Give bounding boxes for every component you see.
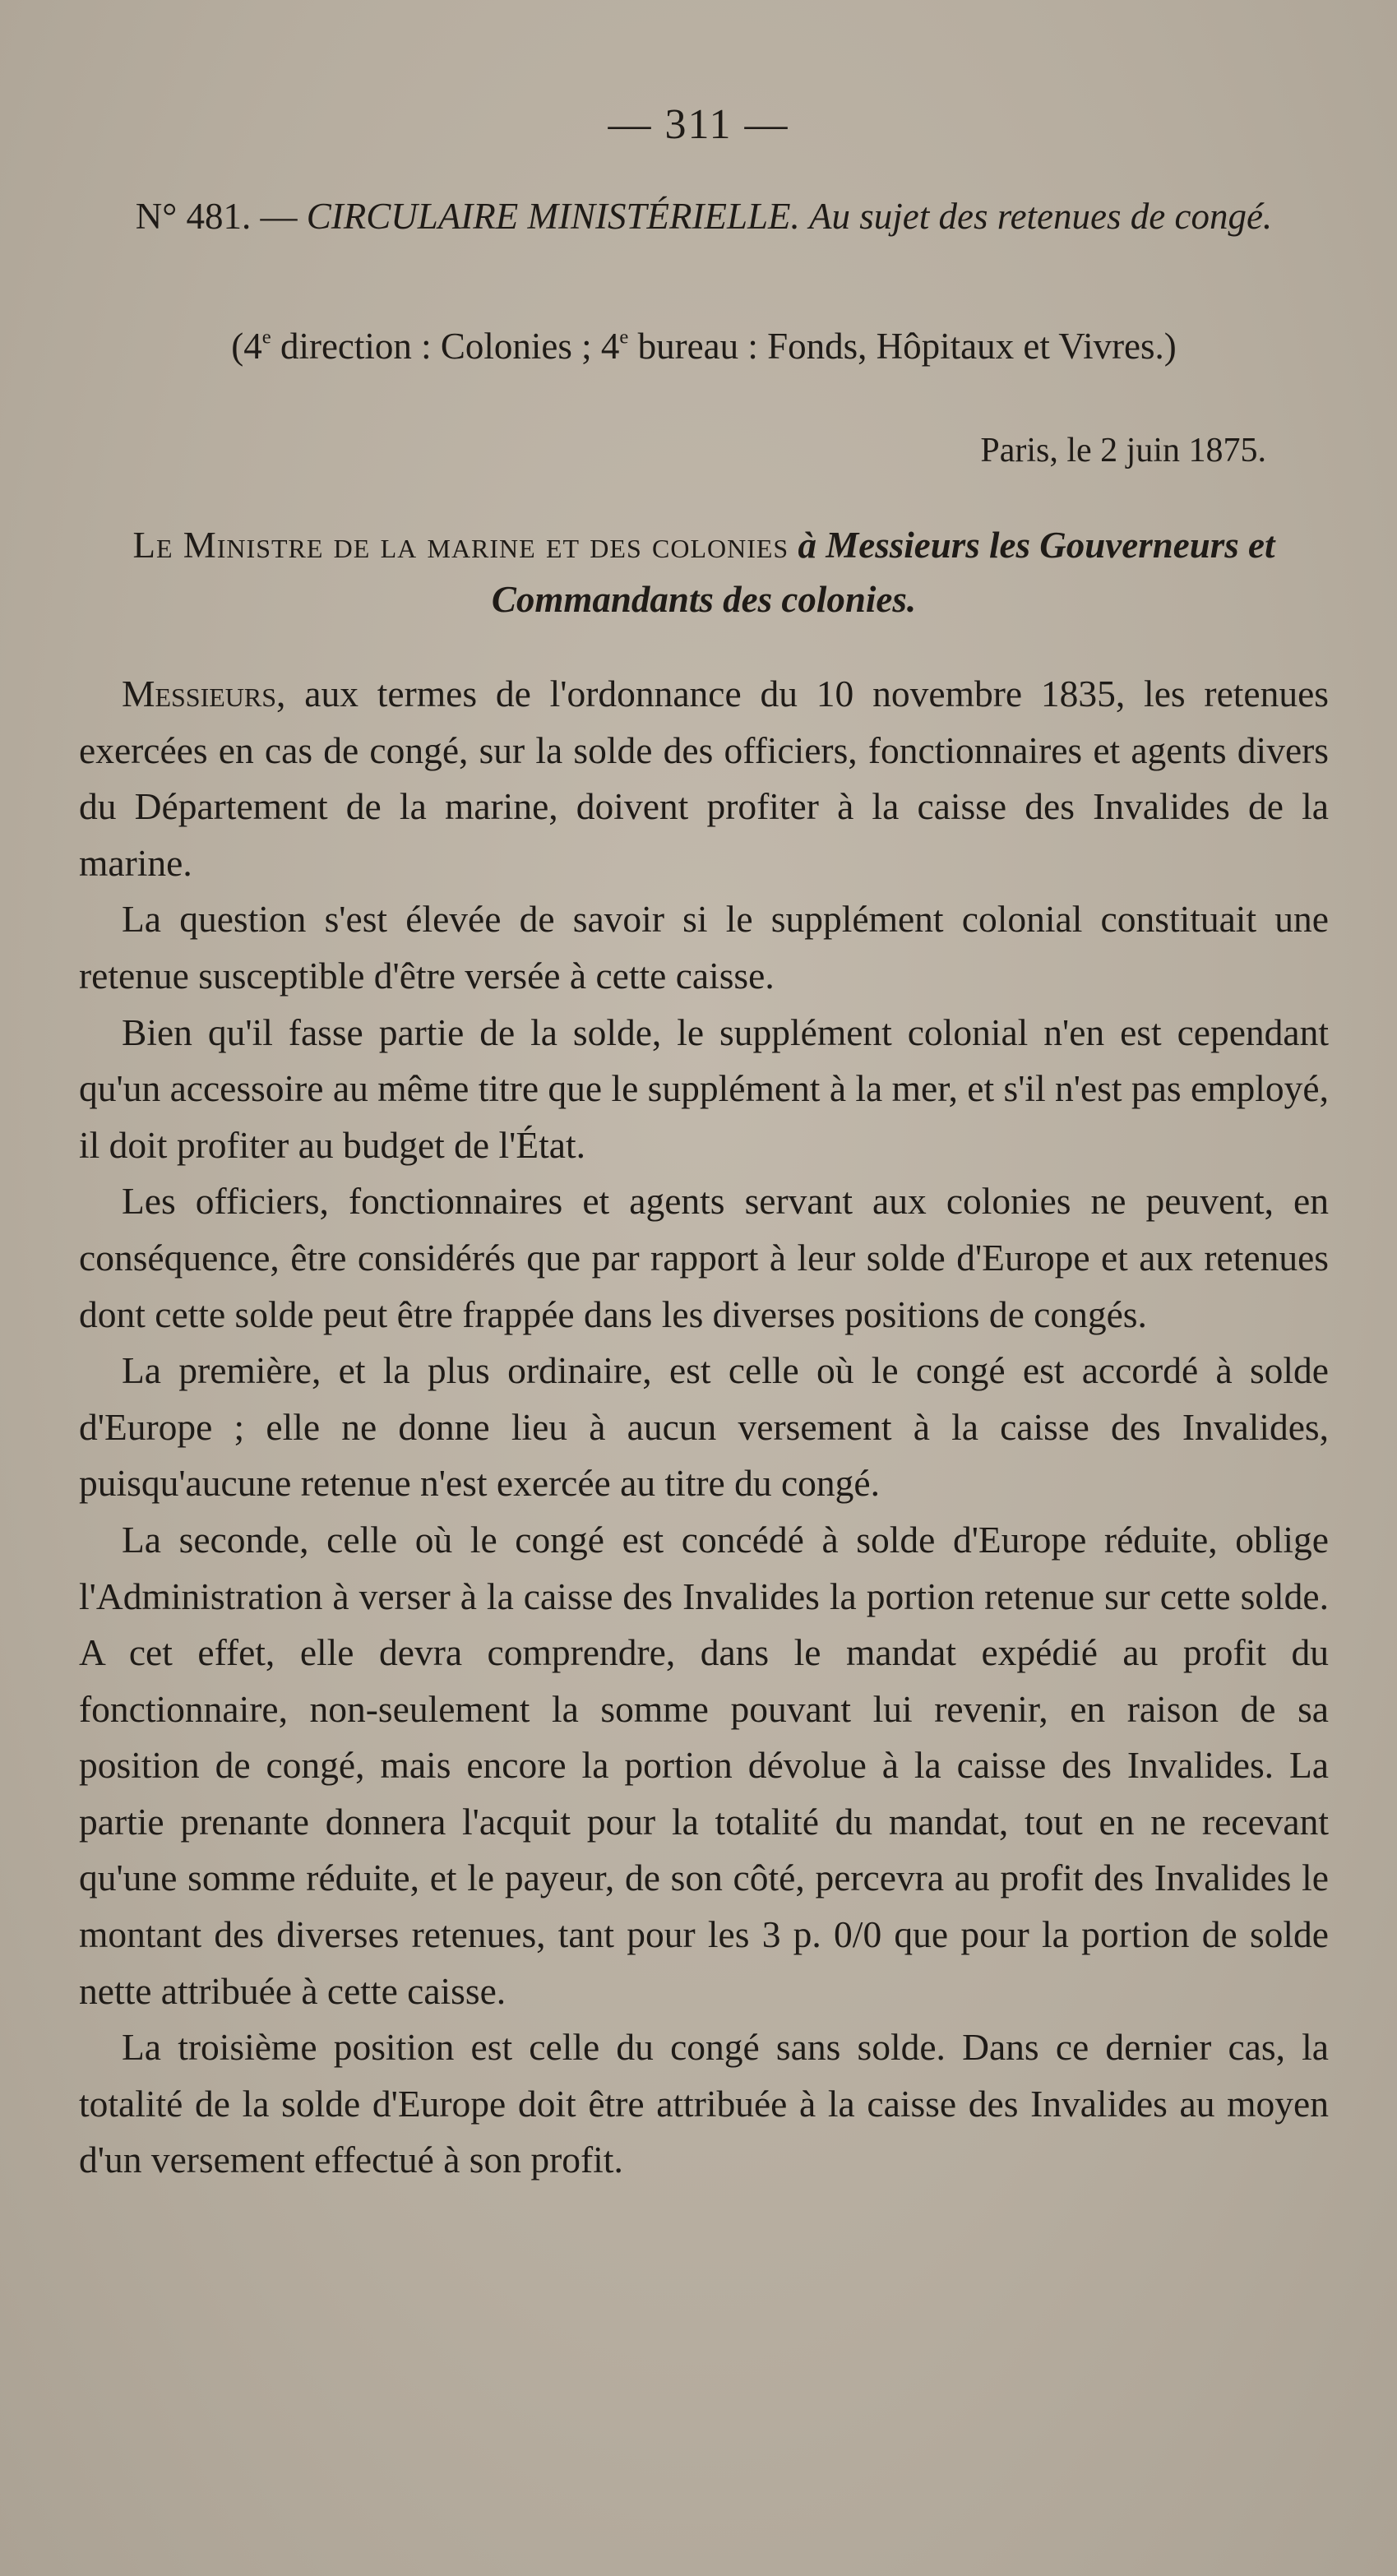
paragraph-3: Bien qu'il fasse partie de la solde, le supplément colonial n'en est cependant qu'un accessoire au même titre que le supplément à la mer, et s'il n'est pas employé, il doit profiter au budget de l'État. <box>79 1011 1329 1166</box>
direction-sup-1: e <box>261 326 271 349</box>
circular-number: N° 481. — <box>135 196 298 237</box>
circular-subject: Au sujet des retenues de congé. <box>809 196 1273 237</box>
direction-sup-2: e <box>619 326 629 349</box>
paragraph-7: La troisième position est celle du congé sans solde. Dans ce dernier cas, la totalité de la solde d'Europe doit être attribuée à la caisse des Invalides au moyen d'un versement effectué à son profit. <box>79 2026 1329 2181</box>
paragraph-4: Les officiers, fonctionnaires et agents servant aux colonies ne peuvent, en conséquence, être considérés que par rapport à leur solde d'Europe et aux retenues dont cette solde peut être frappée dans les diverses positions de congés. <box>79 1180 1329 1335</box>
salutation: Messieurs, <box>122 673 286 715</box>
direction-close: bureau : Fonds, Hôpitaux et Vivres.) <box>628 326 1177 367</box>
circular-heading: CIRCULAIRE MINISTÉRIELLE. <box>306 196 800 237</box>
date-line: Paris, le 2 juin 1875. <box>980 432 1266 469</box>
recipients: à Messieurs les Gouverneurs et Commandants des colonies. <box>491 525 1275 620</box>
page-number: — 311 — <box>608 101 789 148</box>
direction-mid: direction : Colonies ; 4 <box>271 326 620 367</box>
letter-body <box>79 666 1329 2189</box>
paragraph-1-text: aux termes de l'ordonnance du 10 novembre 1835, les retenues exercées en cas de congé, sur la solde des officiers, fonctionnaires et agents divers du Département de la marine, doivent profiter à la caisse des Invalides de la marine. <box>79 673 1329 884</box>
direction-open: (4 <box>231 326 262 367</box>
sender: Le Ministre de la marine et des colonies <box>132 525 789 566</box>
direction-line <box>79 321 1329 372</box>
paragraph-5: La première, et la plus ordinaire, est celle où le congé est accordé à solde d'Europe ; elle ne donne lieu à aucun versement à la caisse des Invalides, puisqu'aucune retenue n'est exercée au titre du congé. <box>79 1349 1329 1505</box>
paragraph-1 <box>79 666 1329 891</box>
paragraph-2: La question s'est élevée de savoir si le supplément colonial constituait une retenue susceptible d'être versée à cette caisse. <box>79 898 1329 997</box>
paragraph-6: La seconde, celle où le congé est concédé à solde d'Europe réduite, oblige l'Administration à verser à la caisse des Invalides la portion retenue sur cette solde. A cet effet, elle devra comprendre, dans le mandat expédié au profit du fonctionnaire, non-seulement la somme pouvant lui revenir, en raison de sa position de congé, mais encore la portion dévolue à la caisse des Invalides. La partie prenante donnera l'acquit pour la totalité du mandat, tout en ne recevant qu'une somme réduite, et le payeur, de son côté, percevra au profit des Invalides le montant des diverses retenues, tant pour les 3 p. 0/0 que pour la portion de solde nette attribuée à cette caisse. <box>79 1518 1329 2012</box>
addressee-block <box>79 518 1329 627</box>
circular-title <box>79 191 1329 242</box>
